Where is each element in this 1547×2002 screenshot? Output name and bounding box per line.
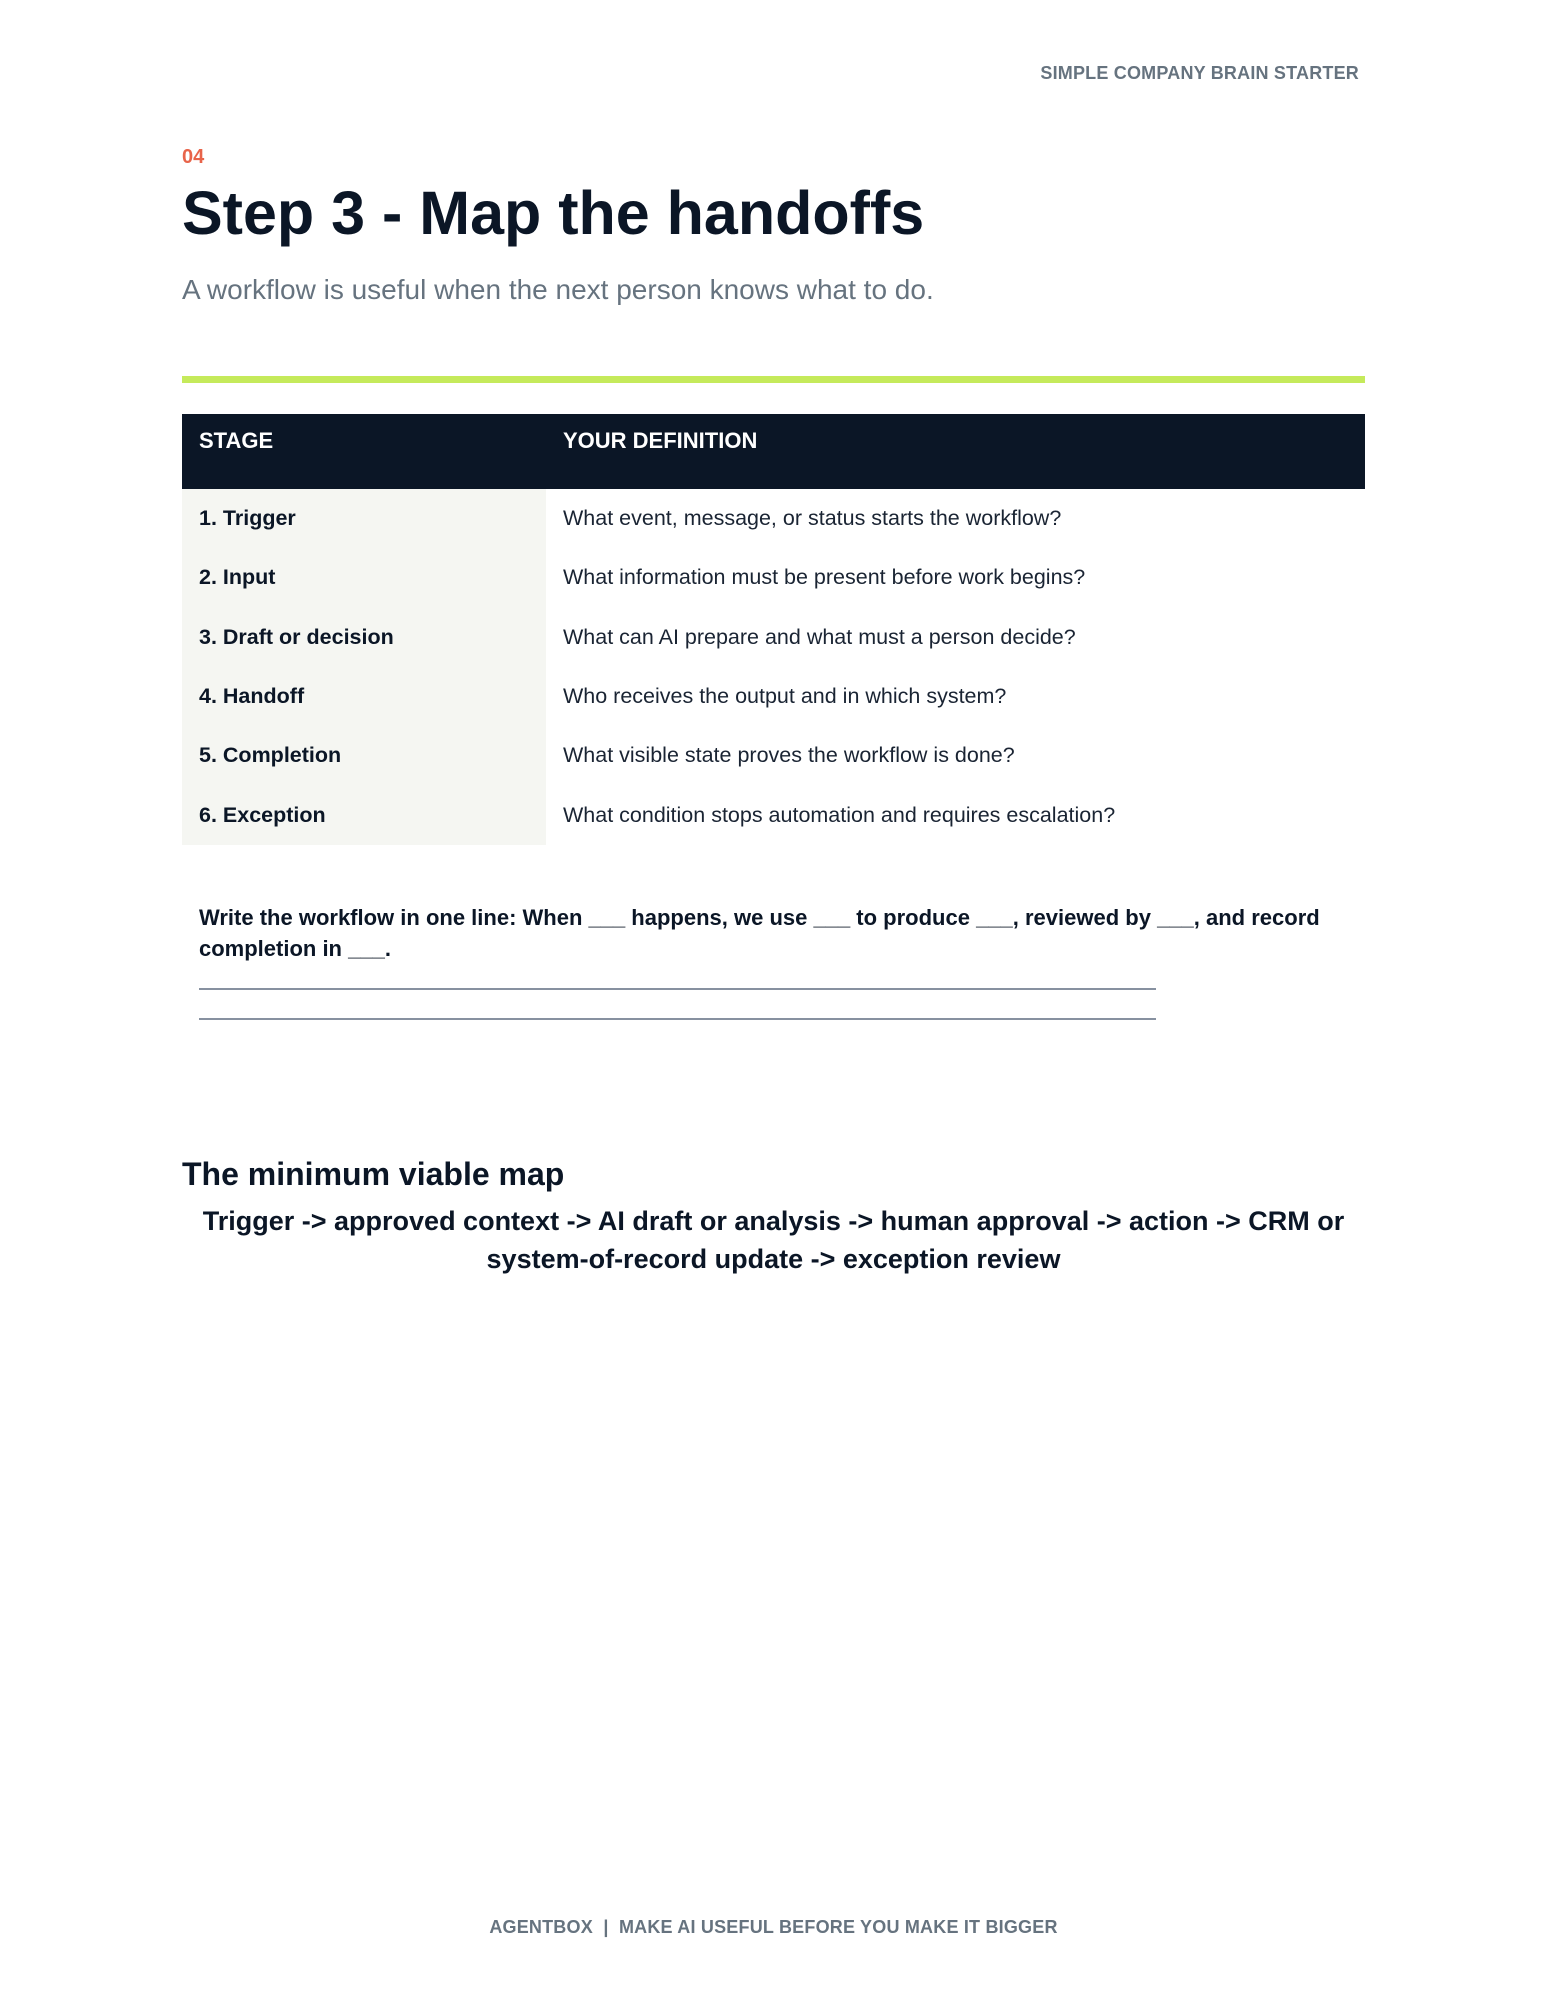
map-heading: The minimum viable map	[182, 1156, 565, 1192]
stage-cell: 1. Trigger	[182, 489, 546, 548]
stage-cell: 2. Input	[182, 548, 546, 607]
page-title: Step 3 - Map the handoffs	[182, 179, 925, 247]
running-header: SIMPLE COMPANY BRAIN STARTER	[1040, 63, 1359, 83]
definition-cell: What condition stops automation and requires escalation?	[563, 802, 1116, 827]
table-row	[182, 608, 1365, 667]
accent-divider	[182, 376, 1365, 383]
table-row	[182, 726, 1365, 785]
table-row	[182, 667, 1365, 726]
section-number: 04	[182, 146, 205, 168]
definition-cell: Who receives the output and in which system?	[563, 684, 1007, 709]
map-flow: Trigger -> approved context -> AI draft or analysis -> human approval -> action -> CRM or system-of-record update -> exception review	[202, 1206, 1345, 1274]
stage-cell: 4. Handoff	[182, 667, 546, 726]
definition-cell: What information must be present before work begins?	[563, 565, 1086, 590]
stage-cell: 5. Completion	[182, 726, 546, 785]
footer-text: AGENTBOX | MAKE AI USEFUL BEFORE YOU MAKE IT BIGGER	[489, 1917, 1058, 1937]
answer-line[interactable]	[199, 1018, 1156, 1020]
page-subtitle: A workflow is useful when the next person knows what to do.	[182, 274, 934, 305]
workflow-prompt: Write the workflow in one line: When ___ happens, we use ___ to produce ___, reviewed by ___, and record completion in ___.	[199, 905, 1320, 961]
column-header-definition: YOUR DEFINITION	[546, 414, 1365, 489]
table-row	[182, 785, 1365, 844]
stage-table	[182, 414, 1365, 845]
page-footer	[0, 1917, 1547, 1938]
definition-cell: What event, message, or status starts the workflow?	[563, 506, 1062, 531]
table-row	[182, 489, 1365, 548]
table-row	[182, 548, 1365, 607]
definition-cell: What can AI prepare and what must a person decide?	[563, 624, 1076, 649]
answer-line[interactable]	[199, 988, 1156, 990]
column-header-stage: STAGE	[182, 414, 546, 489]
stage-cell: 6. Exception	[182, 785, 546, 844]
definition-cell: What visible state proves the workflow is done?	[563, 743, 1015, 768]
stage-cell: 3. Draft or decision	[182, 608, 546, 667]
table-header-row	[182, 414, 1365, 489]
